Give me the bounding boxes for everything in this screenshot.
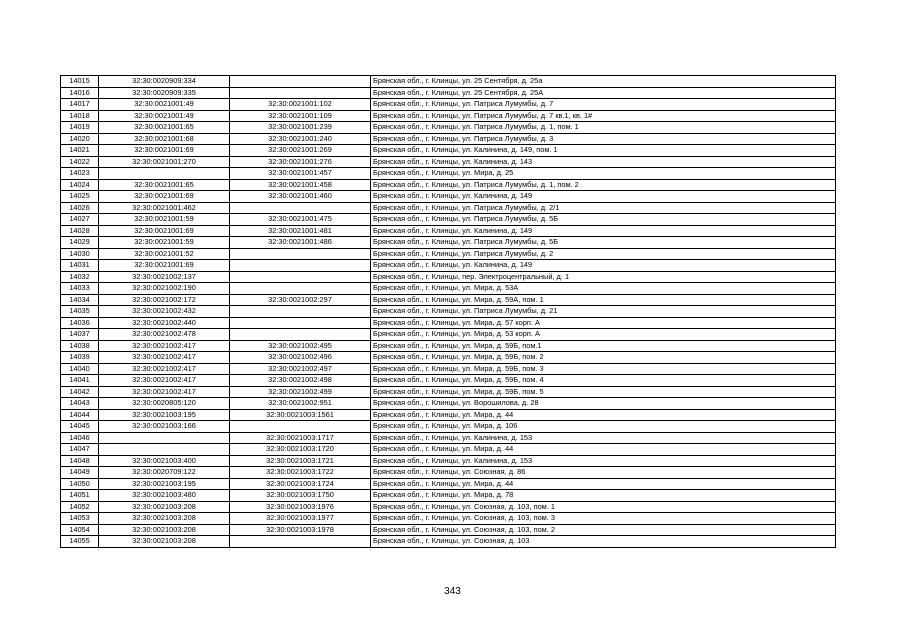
building-cadastral-number-cell: 32:30:0021003:1976	[230, 501, 371, 513]
building-cadastral-number-cell	[230, 283, 371, 295]
row-number-cell: 14046	[61, 432, 99, 444]
registry-table	[60, 75, 836, 548]
table-row	[61, 145, 836, 157]
row-number-cell: 14044	[61, 409, 99, 421]
table-row	[61, 248, 836, 260]
land-cadastral-number-cell: 32:30:0021002:417	[99, 363, 230, 375]
row-number-cell: 14039	[61, 352, 99, 364]
building-cadastral-number-cell: 32:30:0021001:475	[230, 214, 371, 226]
land-cadastral-number-cell: 32:30:0021001:270	[99, 156, 230, 168]
land-cadastral-number-cell: 32:30:0021001:69	[99, 191, 230, 203]
address-cell: Брянская обл., г. Клинцы, ул. Союзная, д. 103	[371, 536, 836, 548]
address-cell: Брянская обл., г. Клинцы, ул. Мира, д. 53А	[371, 283, 836, 295]
table-row	[61, 306, 836, 318]
building-cadastral-number-cell: 32:30:0021001:458	[230, 179, 371, 191]
table-row	[61, 191, 836, 203]
building-cadastral-number-cell	[230, 260, 371, 272]
land-cadastral-number-cell: 32:30:0021002:190	[99, 283, 230, 295]
building-cadastral-number-cell: 32:30:0021001:457	[230, 168, 371, 180]
row-number-cell: 14019	[61, 122, 99, 134]
table-row	[61, 283, 836, 295]
address-cell: Брянская обл., г. Клинцы, ул. Патриса Лумумбы, д. 7 кв.1, кв. 1#	[371, 110, 836, 122]
address-cell: Брянская обл., г. Клинцы, ул. Патриса Лумумбы, д. 1, пом. 2	[371, 179, 836, 191]
row-number-cell: 14041	[61, 375, 99, 387]
address-cell: Брянская обл., г. Клинцы, ул. 25 Сентября, д. 25а	[371, 76, 836, 88]
building-cadastral-number-cell: 32:30:0021002:496	[230, 352, 371, 364]
address-cell: Брянская обл., г. Клинцы, ул. Мира, д. 59Б, пом. 2	[371, 352, 836, 364]
land-cadastral-number-cell: 32:30:0020805:120	[99, 398, 230, 410]
row-number-cell: 14047	[61, 444, 99, 456]
land-cadastral-number-cell: 32:30:0021003:208	[99, 513, 230, 525]
table-row	[61, 398, 836, 410]
page-number: 343	[444, 586, 461, 597]
table-row	[61, 386, 836, 398]
land-cadastral-number-cell: 32:30:0021002:432	[99, 306, 230, 318]
address-cell: Брянская обл., г. Клинцы, ул. Союзная, д. 103, пом. 1	[371, 501, 836, 513]
row-number-cell: 14035	[61, 306, 99, 318]
building-cadastral-number-cell: 32:30:0021001:109	[230, 110, 371, 122]
table-row	[61, 271, 836, 283]
building-cadastral-number-cell	[230, 202, 371, 214]
land-cadastral-number-cell: 32:30:0021001:69	[99, 260, 230, 272]
table-row	[61, 237, 836, 249]
address-cell: Брянская обл., г. Клинцы, ул. Патриса Лумумбы, д. 7	[371, 99, 836, 111]
table-row	[61, 340, 836, 352]
address-cell: Брянская обл., г. Клинцы, ул. Мира, д. 59Б, пом. 3	[371, 363, 836, 375]
building-cadastral-number-cell: 32:30:0021001:460	[230, 191, 371, 203]
table-row	[61, 76, 836, 88]
address-cell: Брянская обл., г. Клинцы, ул. Патриса Лумумбы, д. 21	[371, 306, 836, 318]
land-cadastral-number-cell	[99, 168, 230, 180]
row-number-cell: 14034	[61, 294, 99, 306]
table-row	[61, 352, 836, 364]
row-number-cell: 14030	[61, 248, 99, 260]
table-row	[61, 122, 836, 134]
address-cell: Брянская обл., г. Клинцы, ул. Мира, д. 53 корп. А	[371, 329, 836, 341]
table-row	[61, 501, 836, 513]
address-cell: Брянская обл., г. Клинцы, ул. Патриса Лумумбы, д. 5Б	[371, 237, 836, 249]
address-cell: Брянская обл., г. Клинцы, ул. Патриса Лумумбы, д. 2/1	[371, 202, 836, 214]
land-cadastral-number-cell: 32:30:0021003:480	[99, 490, 230, 502]
building-cadastral-number-cell: 32:30:0021003:1722	[230, 467, 371, 479]
building-cadastral-number-cell: 32:30:0021002:498	[230, 375, 371, 387]
address-cell: Брянская обл., г. Клинцы, ул. Калинина, д. 149, пом. 1	[371, 145, 836, 157]
table-row	[61, 179, 836, 191]
land-cadastral-number-cell: 32:30:0021003:166	[99, 421, 230, 433]
building-cadastral-number-cell	[230, 271, 371, 283]
building-cadastral-number-cell: 32:30:0021002:499	[230, 386, 371, 398]
address-cell: Брянская обл., г. Клинцы, ул. Мира, д. 59Б, пом. 4	[371, 375, 836, 387]
row-number-cell: 14033	[61, 283, 99, 295]
land-cadastral-number-cell: 32:30:0021001:69	[99, 225, 230, 237]
row-number-cell: 14018	[61, 110, 99, 122]
table-row	[61, 536, 836, 548]
table-row	[61, 432, 836, 444]
building-cadastral-number-cell: 32:30:0021003:1720	[230, 444, 371, 456]
row-number-cell: 14038	[61, 340, 99, 352]
table-row	[61, 490, 836, 502]
address-cell: Брянская обл., г. Клинцы, ул. Мира, д. 57 корп. А	[371, 317, 836, 329]
building-cadastral-number-cell	[230, 306, 371, 318]
row-number-cell: 14042	[61, 386, 99, 398]
land-cadastral-number-cell: 32:30:0021002:478	[99, 329, 230, 341]
row-number-cell: 14027	[61, 214, 99, 226]
table-row	[61, 110, 836, 122]
table-row	[61, 409, 836, 421]
land-cadastral-number-cell: 32:30:0021001:52	[99, 248, 230, 260]
table-row	[61, 421, 836, 433]
address-cell: Брянская обл., г. Клинцы, ул. Калинина, д. 153	[371, 455, 836, 467]
row-number-cell: 14036	[61, 317, 99, 329]
land-cadastral-number-cell: 32:30:0021003:208	[99, 536, 230, 548]
row-number-cell: 14029	[61, 237, 99, 249]
table-row	[61, 202, 836, 214]
row-number-cell: 14023	[61, 168, 99, 180]
row-number-cell: 14037	[61, 329, 99, 341]
table-row	[61, 317, 836, 329]
building-cadastral-number-cell: 32:30:0021001:240	[230, 133, 371, 145]
address-cell: Брянская обл., г. Клинцы, ул. Мира, д. 78	[371, 490, 836, 502]
land-cadastral-number-cell: 32:30:0021001:68	[99, 133, 230, 145]
building-cadastral-number-cell	[230, 317, 371, 329]
building-cadastral-number-cell	[230, 76, 371, 88]
row-number-cell: 14020	[61, 133, 99, 145]
land-cadastral-number-cell: 32:30:0021003:195	[99, 409, 230, 421]
table-row	[61, 156, 836, 168]
row-number-cell: 14024	[61, 179, 99, 191]
row-number-cell: 14040	[61, 363, 99, 375]
row-number-cell: 14015	[61, 76, 99, 88]
row-number-cell: 14050	[61, 478, 99, 490]
table-row	[61, 467, 836, 479]
building-cadastral-number-cell: 32:30:0021003:1721	[230, 455, 371, 467]
building-cadastral-number-cell	[230, 329, 371, 341]
address-cell: Брянская обл., г. Клинцы, ул. Мира, д. 59Б, пом.1	[371, 340, 836, 352]
building-cadastral-number-cell: 32:30:0021002:495	[230, 340, 371, 352]
land-cadastral-number-cell: 32:30:0021001:59	[99, 237, 230, 249]
building-cadastral-number-cell: 32:30:0021001:239	[230, 122, 371, 134]
building-cadastral-number-cell: 32:30:0021002:951	[230, 398, 371, 410]
building-cadastral-number-cell	[230, 87, 371, 99]
address-cell: Брянская обл., г. Клинцы, ул. Мира, д. 44	[371, 409, 836, 421]
row-number-cell: 14031	[61, 260, 99, 272]
land-cadastral-number-cell: 32:30:0020909:335	[99, 87, 230, 99]
table-row	[61, 214, 836, 226]
row-number-cell: 14052	[61, 501, 99, 513]
address-cell: Брянская обл., г. Клинцы, ул. Мира, д. 44	[371, 478, 836, 490]
table-row	[61, 87, 836, 99]
address-cell: Брянская обл., г. Клинцы, ул. Ворошилова, д. 28	[371, 398, 836, 410]
address-cell: Брянская обл., г. Клинцы, ул. Мира, д. 106	[371, 421, 836, 433]
table-row	[61, 524, 836, 536]
land-cadastral-number-cell: 32:30:0020709:122	[99, 467, 230, 479]
table-row	[61, 444, 836, 456]
building-cadastral-number-cell: 32:30:0021003:1561	[230, 409, 371, 421]
row-number-cell: 14045	[61, 421, 99, 433]
building-cadastral-number-cell	[230, 421, 371, 433]
land-cadastral-number-cell: 32:30:0021003:400	[99, 455, 230, 467]
land-cadastral-number-cell: 32:30:0021002:417	[99, 375, 230, 387]
table-row	[61, 363, 836, 375]
land-cadastral-number-cell	[99, 432, 230, 444]
table-row	[61, 329, 836, 341]
address-cell: Брянская обл., г. Клинцы, ул. Союзная, д. 86	[371, 467, 836, 479]
table-row	[61, 455, 836, 467]
row-number-cell: 14026	[61, 202, 99, 214]
land-cadastral-number-cell	[99, 444, 230, 456]
table-row	[61, 99, 836, 111]
row-number-cell: 14055	[61, 536, 99, 548]
row-number-cell: 14016	[61, 87, 99, 99]
address-cell: Брянская обл., г. Клинцы, ул. Патриса Лумумбы, д. 5Б	[371, 214, 836, 226]
land-cadastral-number-cell: 32:30:0020909:334	[99, 76, 230, 88]
land-cadastral-number-cell: 32:30:0021001:49	[99, 99, 230, 111]
row-number-cell: 14043	[61, 398, 99, 410]
row-number-cell: 14017	[61, 99, 99, 111]
address-cell: Брянская обл., г. Клинцы, ул. Калинина, д. 153	[371, 432, 836, 444]
address-cell: Брянская обл., г. Клинцы, ул. Союзная, д. 103, пом. 3	[371, 513, 836, 525]
row-number-cell: 14051	[61, 490, 99, 502]
land-cadastral-number-cell: 32:30:0021001:462	[99, 202, 230, 214]
building-cadastral-number-cell	[230, 248, 371, 260]
row-number-cell: 14032	[61, 271, 99, 283]
address-cell: Брянская обл., г. Клинцы, ул. Мира, д. 44	[371, 444, 836, 456]
building-cadastral-number-cell: 32:30:0021003:1977	[230, 513, 371, 525]
table-row	[61, 225, 836, 237]
land-cadastral-number-cell: 32:30:0021002:172	[99, 294, 230, 306]
building-cadastral-number-cell	[230, 536, 371, 548]
row-number-cell: 14053	[61, 513, 99, 525]
row-number-cell: 14028	[61, 225, 99, 237]
table-row	[61, 168, 836, 180]
land-cadastral-number-cell: 32:30:0021001:69	[99, 145, 230, 157]
table-row	[61, 375, 836, 387]
row-number-cell: 14049	[61, 467, 99, 479]
address-cell: Брянская обл., г. Клинцы, ул. Мира, д. 59А, пом. 1	[371, 294, 836, 306]
building-cadastral-number-cell: 32:30:0021001:481	[230, 225, 371, 237]
address-cell: Брянская обл., г. Клинцы, ул. Мира, д. 25	[371, 168, 836, 180]
building-cadastral-number-cell: 32:30:0021002:497	[230, 363, 371, 375]
land-cadastral-number-cell: 32:30:0021001:65	[99, 179, 230, 191]
address-cell: Брянская обл., г. Клинцы, пер. Электроцентральный, д. 1	[371, 271, 836, 283]
land-cadastral-number-cell: 32:30:0021003:195	[99, 478, 230, 490]
land-cadastral-number-cell: 32:30:0021002:440	[99, 317, 230, 329]
row-number-cell: 14021	[61, 145, 99, 157]
land-cadastral-number-cell: 32:30:0021001:65	[99, 122, 230, 134]
land-cadastral-number-cell: 32:30:0021003:208	[99, 524, 230, 536]
building-cadastral-number-cell: 32:30:0021001:486	[230, 237, 371, 249]
building-cadastral-number-cell: 32:30:0021003:1717	[230, 432, 371, 444]
table-row	[61, 294, 836, 306]
row-number-cell: 14054	[61, 524, 99, 536]
address-cell: Брянская обл., г. Клинцы, ул. Союзная, д. 103, пом. 2	[371, 524, 836, 536]
building-cadastral-number-cell: 32:30:0021001:102	[230, 99, 371, 111]
land-cadastral-number-cell: 32:30:0021002:417	[99, 352, 230, 364]
row-number-cell: 14048	[61, 455, 99, 467]
address-cell: Брянская обл., г. Клинцы, ул. Калинина, д. 149	[371, 260, 836, 272]
table-row	[61, 133, 836, 145]
row-number-cell: 14022	[61, 156, 99, 168]
building-cadastral-number-cell: 32:30:0021003:1978	[230, 524, 371, 536]
building-cadastral-number-cell: 32:30:0021003:1724	[230, 478, 371, 490]
building-cadastral-number-cell: 32:30:0021001:269	[230, 145, 371, 157]
building-cadastral-number-cell: 32:30:0021003:1750	[230, 490, 371, 502]
land-cadastral-number-cell: 32:30:0021002:417	[99, 386, 230, 398]
registry-table-body	[61, 76, 836, 548]
address-cell: Брянская обл., г. Клинцы, ул. Калинина, д. 143	[371, 156, 836, 168]
building-cadastral-number-cell: 32:30:0021002:297	[230, 294, 371, 306]
address-cell: Брянская обл., г. Клинцы, ул. 25 Сентября, д. 25А	[371, 87, 836, 99]
table-row	[61, 260, 836, 272]
land-cadastral-number-cell: 32:30:0021003:208	[99, 501, 230, 513]
table-row	[61, 513, 836, 525]
address-cell: Брянская обл., г. Клинцы, ул. Мира, д. 59Б, пом. 5	[371, 386, 836, 398]
address-cell: Брянская обл., г. Клинцы, ул. Патриса Лумумбы, д. 2	[371, 248, 836, 260]
address-cell: Брянская обл., г. Клинцы, ул. Калинина, д. 149	[371, 191, 836, 203]
address-cell: Брянская обл., г. Клинцы, ул. Патриса Лумумбы, д. 3	[371, 133, 836, 145]
land-cadastral-number-cell: 32:30:0021001:49	[99, 110, 230, 122]
address-cell: Брянская обл., г. Клинцы, ул. Патриса Лумумбы, д. 1, пом. 1	[371, 122, 836, 134]
building-cadastral-number-cell: 32:30:0021001:276	[230, 156, 371, 168]
land-cadastral-number-cell: 32:30:0021002:417	[99, 340, 230, 352]
land-cadastral-number-cell: 32:30:0021002:137	[99, 271, 230, 283]
address-cell: Брянская обл., г. Клинцы, ул. Калинина, д. 149	[371, 225, 836, 237]
table-row	[61, 478, 836, 490]
row-number-cell: 14025	[61, 191, 99, 203]
land-cadastral-number-cell: 32:30:0021001:59	[99, 214, 230, 226]
